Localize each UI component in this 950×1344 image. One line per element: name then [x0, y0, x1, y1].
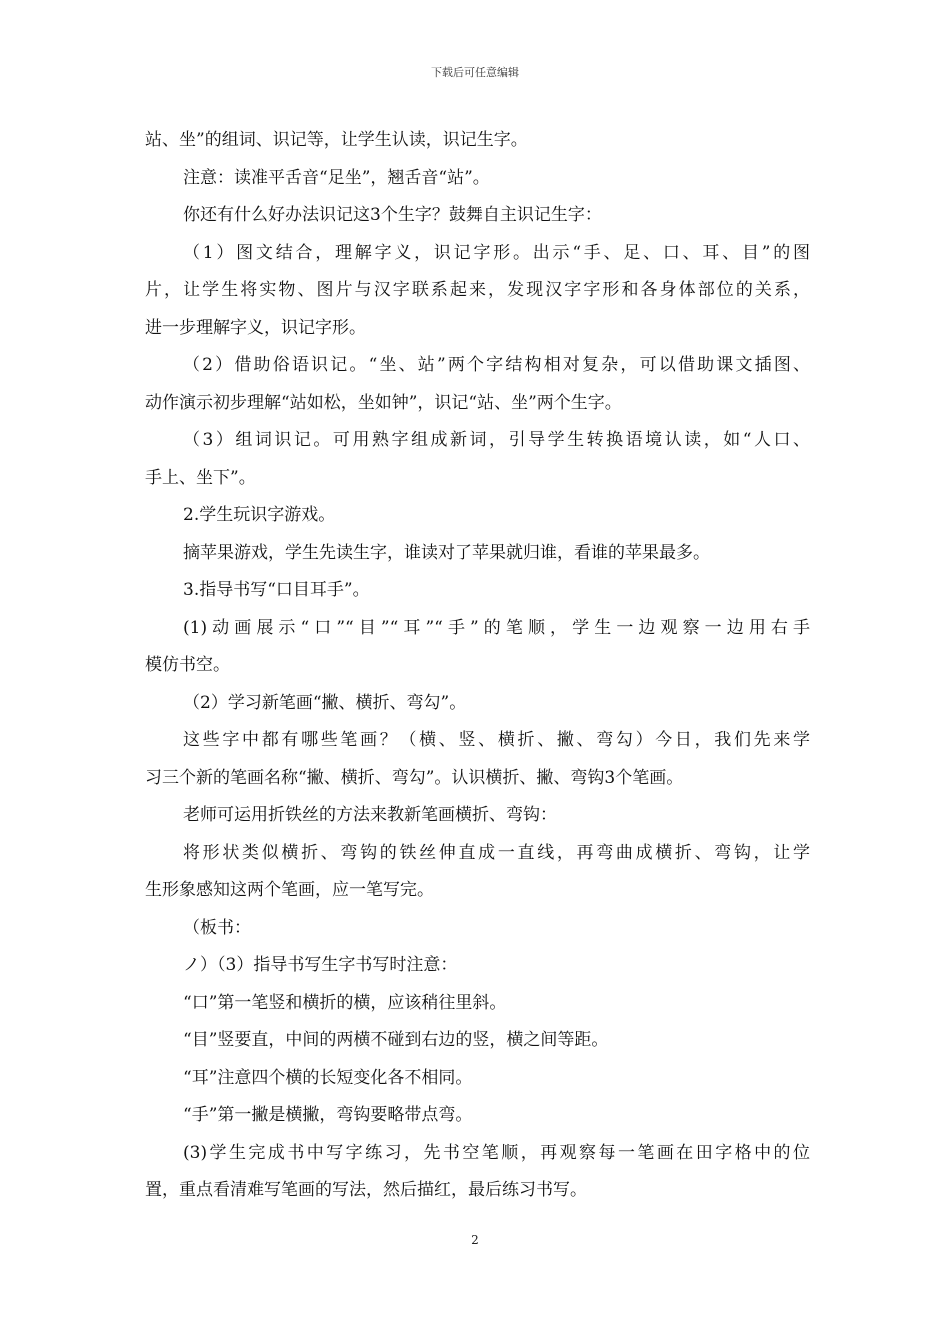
page-number: 2: [471, 1233, 479, 1247]
text-line: (3)学生完成书中写字练习，先书空笔顺，再观察每一笔画在田字格中的位: [183, 1142, 810, 1163]
text-line: (1)动画展示“口”“目”“耳”“手”的笔顺，学生一边观察一边用右手: [183, 617, 810, 638]
text-line: 模仿书空。: [145, 655, 230, 675]
text-line: 进一步理解字义，识记字形。: [145, 317, 366, 338]
text-line: “口”第一笔竖和横折的横，应该稍往里斜。: [183, 992, 507, 1013]
document-body: [145, 122, 810, 1210]
text-line: （1）图文结合，理解字义，识记字形。出示“手、足、口、耳、目”的图: [183, 242, 810, 263]
text-line: 3.指导书写“口目耳手”。: [183, 580, 370, 600]
text-line: 这些字中都有哪些笔画？（横、竖、横折、撇、弯勾）今日，我们先来学: [183, 730, 810, 750]
text-line: “手”第一撇是横撇，弯钩要略带点弯。: [183, 1105, 473, 1125]
text-line: （3）组词识记。可用熟字组成新词，引导学生转换语境认读，如“人口、: [183, 430, 810, 450]
text-line: 2.学生玩识字游戏。: [183, 505, 336, 525]
text-line: 动作演示初步理解“站如松，坐如钟”，识记“站、坐”两个生字。: [145, 392, 622, 413]
text-line: 生形象感知这两个笔画，应一笔写完。: [145, 880, 434, 900]
text-line: 片，让学生将实物、图片与汉字联系起来，发现汉字字形和各身体部位的关系，: [145, 280, 810, 300]
text-line: （2）学习新笔画“撇、横折、弯勾”。: [183, 692, 467, 713]
page-header: 下载后可任意编辑: [431, 66, 519, 79]
text-line: “目”竖要直，中间的两横不碰到右边的竖，横之间等距。: [183, 1030, 609, 1050]
text-line: “耳”注意四个横的长短变化各不相同。: [183, 1067, 473, 1088]
text-line: 置，重点看清难写笔画的写法，然后描红，最后练习书写。: [145, 1180, 587, 1200]
text-line: 习三个新的笔画名称“撇、横折、弯勾”。认识横折、撇、弯钩3个笔画。: [145, 767, 684, 788]
text-line: 你还有什么好办法识记这3个生字？鼓舞自主识记生字：: [183, 205, 602, 225]
text-line: 手上、坐下”。: [145, 467, 256, 488]
text-line: 注意：读准平舌音“足坐”，翘舌音“站”。: [183, 167, 490, 188]
text-line: 站、坐”的组词、识记等，让学生认读，识记生字。: [145, 130, 528, 150]
text-line: 摘苹果游戏，学生先读生字，谁读对了苹果就归谁，看谁的苹果最多。: [183, 542, 710, 563]
text-line: 将形状类似横折、弯钩的铁丝伸直成一直线，再弯曲成横折、弯钩，让学: [183, 842, 810, 863]
text-line: ノ）（3）指导书写生字书写时注意：: [183, 955, 458, 975]
text-line: 老师可运用折铁丝的方法来教新笔画横折、弯钩：: [183, 805, 557, 825]
text-line: （板书：: [183, 917, 251, 938]
text-line: （2）借助俗语识记。“坐、站”两个字结构相对复杂，可以借助课文插图、: [183, 355, 810, 375]
